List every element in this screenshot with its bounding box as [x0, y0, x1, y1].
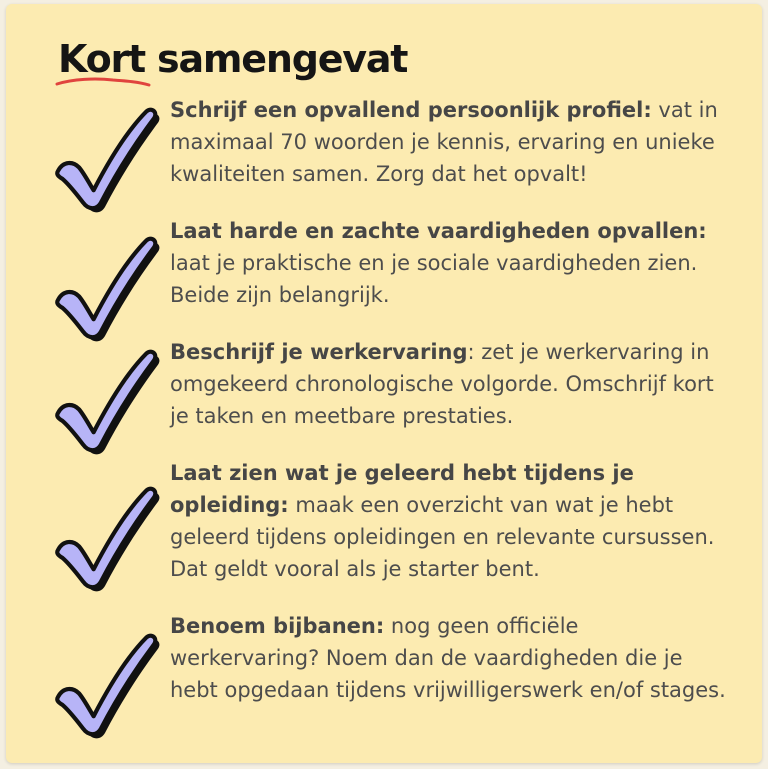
checklist-item-text — [170, 610, 730, 706]
checkmark-icon — [52, 106, 156, 210]
item-body: vat in maximaal 70 woorden je kennis, ervaring en unieke kwaliteiten samen. Zorg dat het opvalt! — [170, 98, 718, 186]
item-heading: Beschrijf je werkervaring — [170, 340, 468, 364]
item-heading: Benoem bijbanen: — [170, 614, 385, 638]
title-underlined-word: Kort — [58, 36, 145, 82]
checkmark-icon — [52, 235, 156, 339]
page-title: Kort samengevat — [58, 36, 407, 82]
item-body: : zet je werkervaring in omgekeerd chronologische volgorde. Omschrijf kort je taken en meetbare prestaties. — [170, 340, 714, 428]
checklist-item-text — [170, 215, 730, 311]
item-heading: Laat zien wat je geleerd hebt tijdens je opleiding: — [170, 461, 634, 517]
checkmark-icon — [52, 485, 156, 589]
checkmark-icon — [52, 348, 156, 452]
item-body: nog geen officiële werkervaring? Noem dan de vaardigheden die je hebt opgedaan tijdens vrijwilligerswerk en/of stages. — [170, 614, 726, 702]
checklist-item-text — [170, 94, 730, 190]
checklist-item-text — [170, 336, 730, 432]
red-underline-squiggle — [55, 76, 151, 88]
item-body: laat je praktische en je sociale vaardigheden zien. Beide zijn belangrijk. — [170, 251, 698, 307]
checklist-item-text — [170, 457, 730, 585]
checkmark-icon — [52, 632, 156, 736]
item-heading: Schrijf een opvallend persoonlijk profiel: — [170, 98, 652, 122]
summary-card — [6, 4, 762, 763]
item-heading: Laat harde en zachte vaardigheden opvallen: — [170, 219, 707, 243]
item-body: maak een overzicht van wat je hebt geleerd tijdens opleidingen en relevante cursussen. Dat geldt vooral als je starter bent. — [170, 493, 715, 581]
